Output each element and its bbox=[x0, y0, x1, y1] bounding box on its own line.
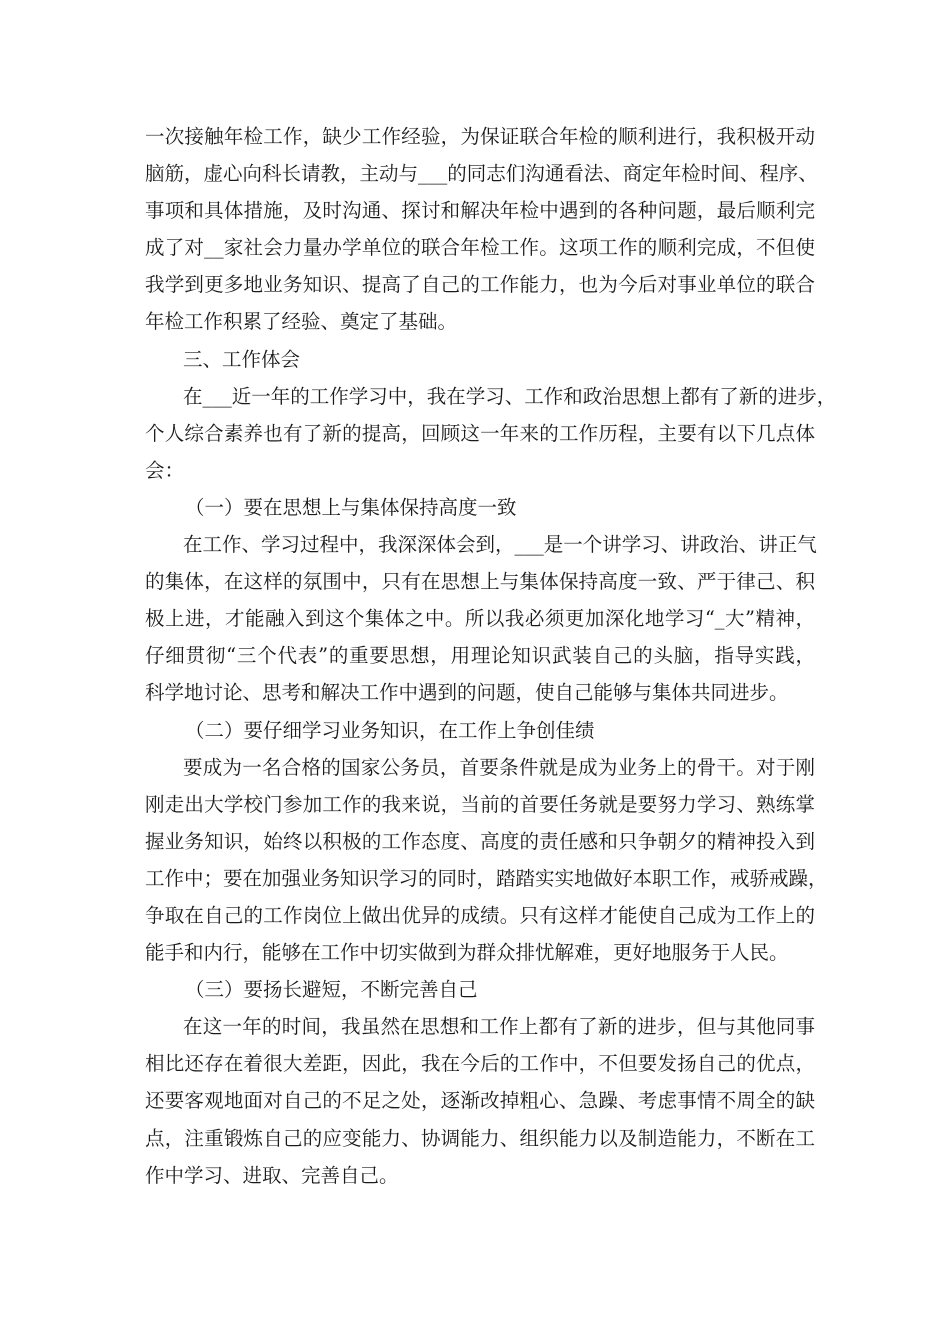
body-text-line: 成了对__家社会力量办学单位的联合年检工作。这项工作的顺利完成，不但使 bbox=[145, 236, 815, 260]
body-text-line: 个人综合素养也有了新的提高，回顾这一年来的工作历程，主要有以下几点体 bbox=[145, 421, 815, 445]
body-text-line: 科学地讨论、思考和解决工作中遇到的问题，使自己能够与集体共同进步。 bbox=[145, 681, 789, 705]
body-text-line: 还要客观地面对自己的不足之处，逐渐改掉粗心、急躁、考虑事情不周全的缺 bbox=[145, 1089, 815, 1113]
subsection-heading: （二）要仔细学习业务知识，在工作上争创佳绩 bbox=[185, 718, 595, 742]
body-text-line: 一次接触年检工作，缺少工作经验，为保证联合年检的顺利进行，我积极开动 bbox=[145, 125, 815, 148]
body-text-line: 握业务知识，始终以积极的工作态度、高度的责任感和只争朝夕的精神投入到 bbox=[145, 829, 815, 853]
body-text-line: 我学到更多地业务知识、提高了自己的工作能力，也为今后对事业单位的联合 bbox=[145, 273, 815, 297]
section-heading: 三、工作体会 bbox=[183, 347, 301, 371]
body-text-line: 要成为一名合格的国家公务员，首要条件就是成为业务上的骨干。对于刚 bbox=[183, 755, 815, 779]
body-text-line: 能手和内行，能够在工作中切实做到为群众排忧解难，更好地服务于人民。 bbox=[145, 941, 789, 965]
body-text-line: 在这一年的时间，我虽然在思想和工作上都有了新的进步，但与其他同事 bbox=[183, 1015, 815, 1039]
body-text-line: 年检工作积累了经验、奠定了基础。 bbox=[145, 310, 458, 334]
body-text-line: 争取在自己的工作岗位上做出优异的成绩。只有这样才能使自己成为工作上的 bbox=[145, 903, 815, 927]
body-text-line: 在工作、学习过程中，我深深体会到，___是一个讲学习、讲政治、讲正气 bbox=[183, 533, 817, 557]
body-text-line: 点，注重锻炼自己的应变能力、协调能力、组织能力以及制造能力，不断在工 bbox=[145, 1126, 815, 1150]
body-text-line: 的集体，在这样的氛围中，只有在思想上与集体保持高度一致、严于律己、积 bbox=[145, 570, 815, 594]
body-text-line: 作中学习、进取、完善自己。 bbox=[145, 1163, 399, 1187]
body-text-line: 事项和具体措施，及时沟通、探讨和解决年检中遇到的各种问题，最后顺利完 bbox=[145, 199, 815, 223]
body-text-line: 会： bbox=[145, 458, 185, 482]
body-text-line: 相比还存在着很大差距，因此，我在今后的工作中，不但要发扬自己的优点， bbox=[145, 1052, 815, 1076]
body-text-line: 极上进，才能融入到这个集体之中。所以我必须更加深化地学习“_大”精神， bbox=[145, 607, 815, 631]
subsection-heading: （三）要扬长避短，不断完善自己 bbox=[185, 978, 478, 1002]
body-text-line: 在___近一年的工作学习中，我在学习、工作和政治思想上都有了新的进步， bbox=[183, 384, 837, 408]
subsection-heading: （一）要在思想上与集体保持高度一致 bbox=[185, 495, 517, 519]
body-text-line: 仔细贯彻“三个代表”的重要思想，用理论知识武装自己的头脑，指导实践， bbox=[145, 644, 815, 668]
body-text-line: 刚走出大学校门参加工作的我来说，当前的首要任务就是要努力学习、熟练掌 bbox=[145, 792, 815, 816]
body-text-line: 脑筋，虚心向科长请教，主动与___的同志们沟通看法、商定年检时间、程序、 bbox=[145, 162, 818, 186]
document-body bbox=[145, 118, 837, 1194]
body-text-line: 工作中；要在加强业务知识学习的同时，踏踏实实地做好本职工作，戒骄戒躁， bbox=[145, 866, 828, 890]
